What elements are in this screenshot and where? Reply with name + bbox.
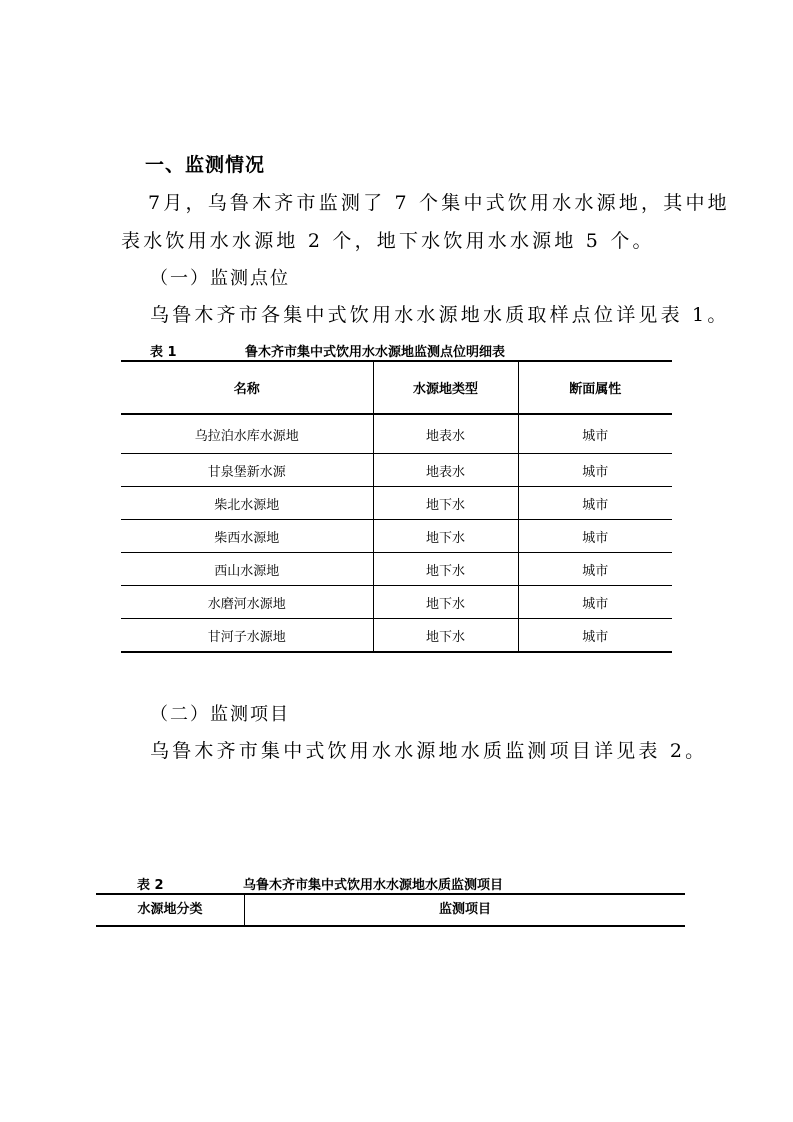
column-header-monitoring-items: 监测项目 — [438, 902, 491, 917]
cell-section-attribute: 城市 — [518, 487, 672, 520]
cell-source-type: 地下水 — [373, 619, 518, 653]
cell-source-type: 地表水 — [373, 454, 518, 487]
table-header-row — [121, 361, 672, 414]
subheading-monitoring-points: （一）监测点位 — [150, 268, 290, 289]
cell-section-attribute: 城市 — [518, 454, 672, 487]
cell-section-attribute: 城市 — [518, 414, 672, 454]
cell-section-attribute: 城市 — [518, 586, 672, 619]
cell-name: 甘泉堡新水源 — [121, 454, 373, 487]
cell-name: 乌拉泊水库水源地 — [194, 428, 299, 444]
cell-name: 甘河子水源地 — [121, 619, 373, 653]
paragraph-table2-reference: 乌鲁木齐市集中式饮用水水源地水质监测项目详见表 2。 — [150, 740, 708, 762]
column-header-source-type: 水源地类型 — [373, 361, 518, 414]
cell-source-type: 地下水 — [373, 520, 518, 553]
monitoring-points-table — [121, 360, 672, 653]
paragraph-table1-reference: 乌鲁木齐市各集中式饮用水水源地水质取样点位详见表 1。 — [150, 304, 730, 326]
cell-section-attribute: 城市 — [518, 520, 672, 553]
cell-name: 西山水源地 — [121, 553, 373, 586]
column-header-section-attribute: 断面属性 — [518, 361, 672, 414]
table-row — [121, 553, 672, 586]
table-row — [121, 454, 672, 487]
monitoring-items-table — [96, 893, 685, 927]
table-row — [121, 414, 672, 454]
cell-source-type: 地表水 — [373, 414, 518, 454]
column-header-name: 名称 — [121, 361, 373, 414]
table-row — [121, 487, 672, 520]
column-header-source-category: 水源地分类 — [96, 895, 245, 925]
cell-section-attribute: 城市 — [518, 619, 672, 653]
subheading-monitoring-items: （二）监测项目 — [150, 704, 290, 725]
cell-source-type: 地下水 — [373, 586, 518, 619]
table1-label: 表 1 — [150, 345, 177, 360]
table-row — [121, 520, 672, 553]
paragraph-1-line-2: 表水饮用水水源地 2 个，地下水饮用水水源地 5 个。 — [121, 230, 655, 252]
paragraph-1-line-1: 7月，乌鲁木齐市监测了 7 个集中式饮用水水源地，其中地 — [148, 192, 730, 214]
table-row — [121, 586, 672, 619]
cell-section-attribute: 城市 — [518, 553, 672, 586]
cell-source-type: 地下水 — [373, 553, 518, 586]
table-row — [121, 619, 672, 653]
table1-title: 鲁木齐市集中式饮用水水源地监测点位明细表 — [245, 345, 506, 360]
table2-title: 乌鲁木齐市集中式饮用水水源地水质监测项目 — [243, 878, 504, 893]
cell-source-type: 地下水 — [373, 487, 518, 520]
cell-name: 水磨河水源地 — [121, 586, 373, 619]
cell-name: 柴北水源地 — [121, 487, 373, 520]
section-heading: 一、监测情况 — [145, 154, 266, 176]
cell-name: 柴西水源地 — [121, 520, 373, 553]
table2-label: 表 2 — [137, 878, 164, 893]
